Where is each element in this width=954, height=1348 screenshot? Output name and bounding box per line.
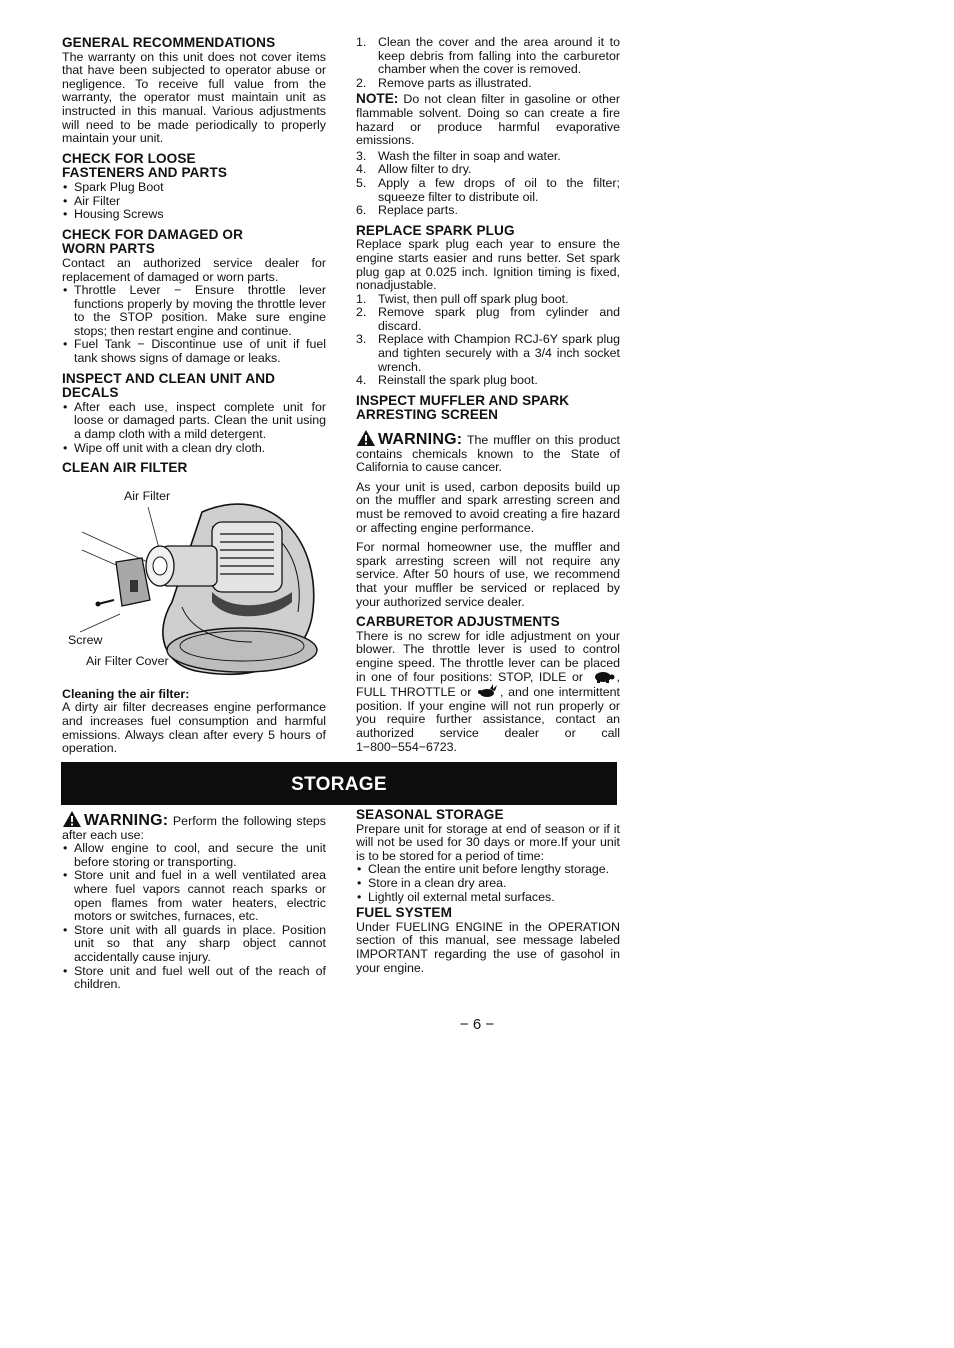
carb-text: There is no screw for idle adjustment on your blower. The throttle lever is used to control engine speed. The throttle lever can be placed in one of four positions: STOP, IDLE or , FULL THROTTLE or , and one intermittent position. If your engine will not run properly or you require further assistance, contact an authorized service dealer or call 1−800−554−6723. bbox=[356, 628, 620, 754]
storage-right-column bbox=[356, 808, 620, 981]
rabbit-full-throttle-icon bbox=[478, 684, 498, 698]
air-filter-label: Air Filter bbox=[124, 488, 171, 503]
fasteners-heading-line2: FASTENERS AND PARTS bbox=[62, 165, 228, 181]
fasteners-list bbox=[62, 181, 326, 222]
list-item: 3. Wash the filter in soap and water. bbox=[356, 148, 561, 163]
filter-steps-b bbox=[356, 150, 620, 218]
muffler-heading-line1: INSPECT MUFFLER AND SPARK bbox=[356, 392, 570, 408]
list-item: • After each use, inspect complete unit for loose or damaged parts. Clean the unit using a damp cloth with a mild detergent. bbox=[62, 401, 326, 442]
list-item: • Store unit with all guards in place. Position unit so that any sharp object cannot accidentally cause injury. bbox=[62, 924, 326, 965]
warning-label: WARNING: bbox=[84, 812, 169, 829]
list-item: 4. Reinstall the spark plug boot. bbox=[356, 373, 538, 388]
list-item: 5. Apply a few drops of oil to the filter; squeeze filter to distribute oil. bbox=[356, 175, 620, 204]
note-text: Do not clean filter in gasoline or other flammable solvent. Doing so can create a fire hazard or produce harmful evaporative emissions. bbox=[356, 92, 620, 148]
list-item: • Wipe off unit with a clean dry cloth. bbox=[62, 442, 326, 456]
general-text: The warranty on this unit does not cover items that have been subjected to operator abuse or negligence. To receive full value from the warranty, the operator must maintain unit as instructed in this manual. Various adjustments will need to be made periodically to properly maintain your unit. bbox=[62, 49, 326, 146]
list-item: 2. Remove spark plug from cylinder and discard. bbox=[356, 305, 620, 333]
damaged-list bbox=[62, 284, 326, 366]
note-paragraph bbox=[356, 92, 620, 147]
cleaning-heading: Cleaning the air filter: bbox=[62, 686, 190, 701]
storage-warning bbox=[62, 810, 326, 842]
list-item: • Housing Screws bbox=[62, 208, 326, 222]
left-column bbox=[62, 36, 326, 762]
note-label: NOTE: bbox=[356, 91, 399, 107]
inspect-heading-line2: DECALS bbox=[62, 385, 119, 401]
list-item: 2. Remove parts as illustrated. bbox=[356, 75, 532, 90]
storage-left-column bbox=[62, 810, 326, 998]
inspect-list bbox=[62, 401, 326, 455]
list-item: 6. Replace parts. bbox=[356, 203, 458, 218]
air-filter-illustration bbox=[62, 482, 326, 682]
warning-text: The muffler on this product contains chemicals known to the State of California to cause cancer. bbox=[356, 433, 620, 475]
muffler-para2: For normal homeowner use, the muffler and spark arresting screen will not require any service. After 50 hours of use, we recommend that your muffler be serviced or replaced by your authorized service dealer. bbox=[356, 540, 620, 609]
fasteners-heading bbox=[62, 152, 326, 181]
list-item: • Fuel Tank − Discontinue use of unit if fuel tank shows signs of damage or leaks. bbox=[62, 338, 326, 365]
airfilter-heading: CLEAN AIR FILTER bbox=[62, 460, 188, 476]
list-item: • Clean the entire unit before lengthy storage. bbox=[356, 863, 620, 877]
turtle-idle-icon bbox=[591, 671, 615, 683]
list-item: 3. Replace with Champion RCJ-6Y spark plug and tighten securely with a 3/4 inch socket wrench. bbox=[356, 332, 620, 374]
storage-banner: STORAGE bbox=[61, 762, 617, 805]
list-item: • Throttle Lever − Ensure throttle lever functions properly by moving the throttle lever to the STOP position. Make sure engine stops; then restart engine and continue. bbox=[62, 284, 326, 338]
filter-steps-a bbox=[356, 36, 620, 90]
spark-steps bbox=[356, 293, 620, 388]
fasteners-heading-line1: CHECK FOR LOOSE bbox=[62, 150, 196, 166]
air-filter-cover-label: Air Filter Cover bbox=[86, 653, 169, 668]
inspect-heading bbox=[62, 372, 326, 401]
general-heading: GENERAL RECOMMENDATIONS bbox=[62, 35, 276, 50]
carb-heading: CARBURETOR ADJUSTMENTS bbox=[356, 614, 560, 630]
warning-label: WARNING: bbox=[378, 431, 463, 449]
warning-triangle-icon bbox=[356, 429, 376, 447]
list-item: • Store in a clean dry area. bbox=[356, 877, 620, 891]
list-item: • Lightly oil external metal surfaces. bbox=[356, 891, 620, 905]
seasonal-list bbox=[356, 863, 620, 904]
list-item: • Air Filter bbox=[62, 195, 326, 209]
muffler-heading bbox=[356, 394, 620, 423]
page-number: − 6 − bbox=[459, 1016, 495, 1033]
cleaning-text: A dirty air filter decreases engine performance and increases fuel consumption and harmful emissions. Always clean after every 5 hours of operation. bbox=[62, 700, 326, 756]
right-column bbox=[356, 36, 620, 760]
damaged-heading-line2: WORN PARTS bbox=[62, 241, 155, 257]
storage-list bbox=[62, 842, 326, 992]
list-item: 4. Allow filter to dry. bbox=[356, 162, 472, 177]
damaged-heading bbox=[62, 228, 326, 257]
seasonal-text: Prepare unit for storage at end of season or if it will not be used for 30 days or more.If your unit is to be stored for a period of time: bbox=[356, 821, 620, 863]
list-item: • Store unit and fuel well out of the reach of children. bbox=[62, 965, 326, 992]
damaged-text: Contact an authorized service dealer for replacement of damaged or worn parts. bbox=[62, 255, 326, 284]
list-item: 1. Twist, then pull off spark plug boot. bbox=[356, 291, 569, 306]
list-item: • Spark Plug Boot bbox=[62, 181, 326, 195]
spark-text: Replace spark plug each year to ensure the engine starts easier and runs better. Set spark plug gap at 0.025 inch. Ignition timing is fixed, nonadjustable. bbox=[356, 237, 620, 293]
muffler-para1: As your unit is used, carbon deposits build up on the muffler and spark arresting screen and must be removed to avoid creating a fire hazard or affecting engine performance. bbox=[356, 479, 620, 535]
warning-triangle-icon bbox=[62, 810, 82, 828]
muffler-heading-line2: ARRESTING SCREEN bbox=[356, 407, 499, 423]
seasonal-heading: SEASONAL STORAGE bbox=[356, 807, 504, 822]
spark-heading: REPLACE SPARK PLUG bbox=[356, 222, 515, 238]
damaged-heading-line1: CHECK FOR DAMAGED OR bbox=[62, 226, 243, 242]
blower-engine-drawing bbox=[62, 482, 326, 682]
screw-label: Screw bbox=[68, 632, 103, 647]
fuel-heading: FUEL SYSTEM bbox=[356, 905, 453, 921]
inspect-heading-line1: INSPECT AND CLEAN UNIT AND bbox=[62, 370, 276, 386]
list-item: • Allow engine to cool, and secure the unit before storing or transporting. bbox=[62, 842, 326, 869]
warning-text: Perform the following steps after each use: bbox=[62, 814, 326, 842]
list-item: 1. Clean the cover and the area around it to keep debris from falling into the carburetor chamber when the cover is removed. bbox=[356, 35, 620, 77]
muffler-warning bbox=[356, 429, 620, 475]
list-item: • Store unit and fuel in a well ventilated area where fuel vapors cannot reach sparks or open flames from water heaters, electric motors or switches, furnaces, etc. bbox=[62, 869, 326, 923]
fuel-text: Under FUELING ENGINE in the OPERATION section of this manual, see message labeled IMPORTANT regarding the use of gasohol in your engine. bbox=[356, 919, 620, 975]
